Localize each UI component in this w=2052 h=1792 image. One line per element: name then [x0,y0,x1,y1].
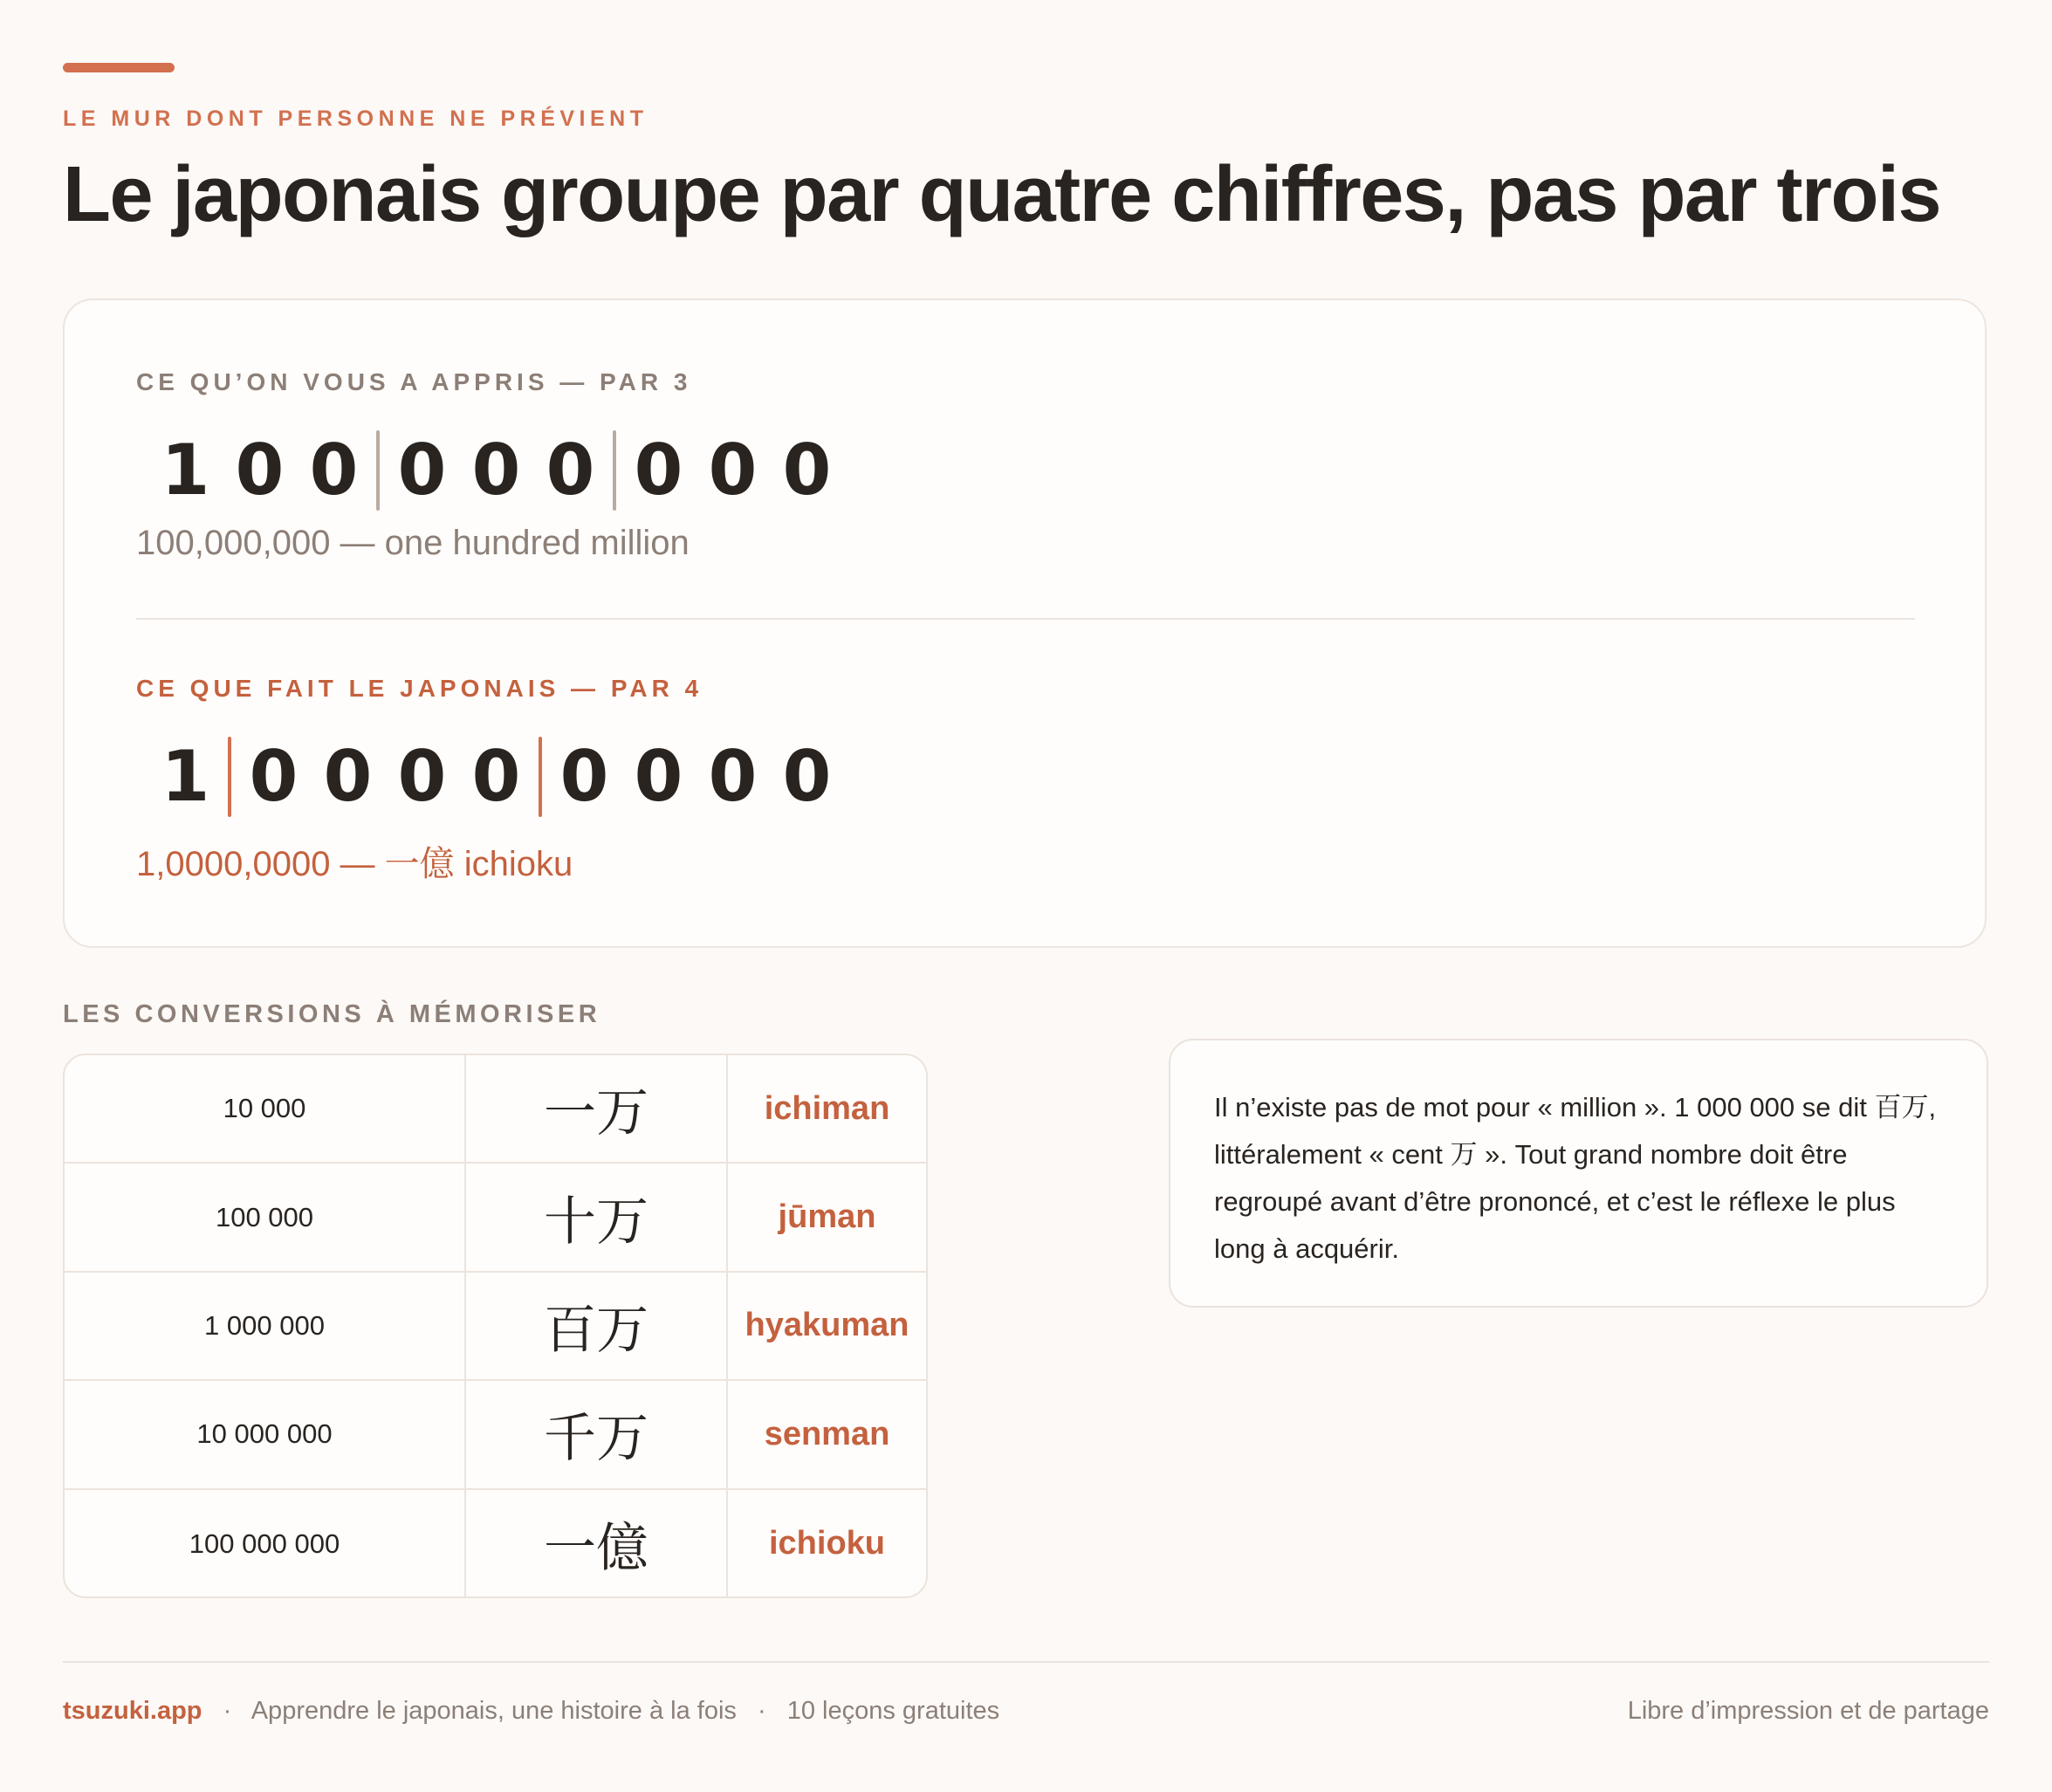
digit: 0 [309,429,359,511]
number-cell: 10 000 000 [65,1381,466,1487]
table-row [65,1164,926,1272]
footer-license: Libre d’impression et de partage [1627,1697,1989,1725]
digit: 0 [471,429,521,511]
romaji-cell: hyakuman [745,1307,909,1344]
table-row [65,1055,926,1164]
digit: 0 [708,736,758,817]
number-cell: 10 000 [65,1055,466,1162]
explanation-note: Il n’existe pas de mot pour « million ». 1 000 000 se dit 百万, littéralement « cent 万 ». Tout grand nombre doit être regroupé avant d’être prononcé, et c’est le réflexe le plus long à acquérir. [1169,1039,1988,1308]
footer-lessons: 10 leçons gratuites [786,1697,1000,1725]
group-separator [539,737,542,817]
number-cell: 100 000 [65,1164,466,1270]
table-row [65,1381,926,1489]
kanji-cell: 一万 [466,1055,728,1162]
section-divider [136,618,1915,620]
digit: 0 [397,736,447,817]
digit: 0 [559,736,609,817]
conversions-table [63,1054,928,1598]
western-digit-groups [148,427,844,514]
digit: 0 [471,736,521,817]
accent-bar [63,63,175,72]
number-cell: 1 000 000 [65,1273,466,1379]
group-separator [376,430,380,511]
romaji-cell: senman [764,1415,890,1452]
group-separator [613,430,616,511]
brand-link[interactable]: tsuzuki.app [63,1697,202,1725]
digit: 0 [235,429,285,511]
digit: 1 [161,429,210,511]
digit: 0 [323,736,373,817]
digit: 0 [708,429,758,511]
digit: 0 [634,429,683,511]
conversions-title: LES CONVERSIONS À MÉMORISER [63,1000,601,1028]
romaji-cell: ichiman [764,1089,890,1127]
digit: 0 [782,429,832,511]
footer [63,1697,999,1726]
romaji-cell: jūman [778,1198,876,1236]
kicker: LE MUR DONT PERSONNE NE PRÉVIENT [63,106,649,131]
digit: 0 [782,736,832,817]
kanji-cell: 百万 [466,1273,728,1379]
footer-divider [63,1661,1989,1663]
japanese-caption: 1,0000,0000 — 一億 ichioku [136,845,573,883]
digit: 0 [546,429,595,511]
digit: 0 [634,736,683,817]
footer-separator: · [223,1697,232,1725]
grouping-comparison-card [63,299,1987,948]
digit: 0 [397,429,447,511]
number-cell: 100 000 000 [65,1490,466,1598]
japanese-grouping-label: CE QUE FAIT LE JAPONAIS — PAR 4 [136,675,703,702]
footer-separator: · [757,1697,766,1725]
kanji-cell: 十万 [466,1164,728,1270]
table-row [65,1273,926,1381]
footer-tagline: Apprendre le japonais, une histoire à la fois [250,1697,737,1725]
table-row [65,1490,926,1598]
group-separator [228,737,231,817]
kanji-cell: 千万 [466,1381,728,1487]
digit: 0 [249,736,299,817]
romaji-cell: ichioku [768,1525,886,1562]
western-caption: 100,000,000 — one hundred million [136,524,690,562]
digit: 1 [161,736,210,817]
page-title: Le japonais groupe par quatre chiffres, pas par trois [63,151,1941,238]
kanji-cell: 一億 [466,1490,728,1598]
japanese-digit-groups [148,733,844,820]
western-grouping-label: CE QU’ON VOUS A APPRIS — PAR 3 [136,368,692,395]
